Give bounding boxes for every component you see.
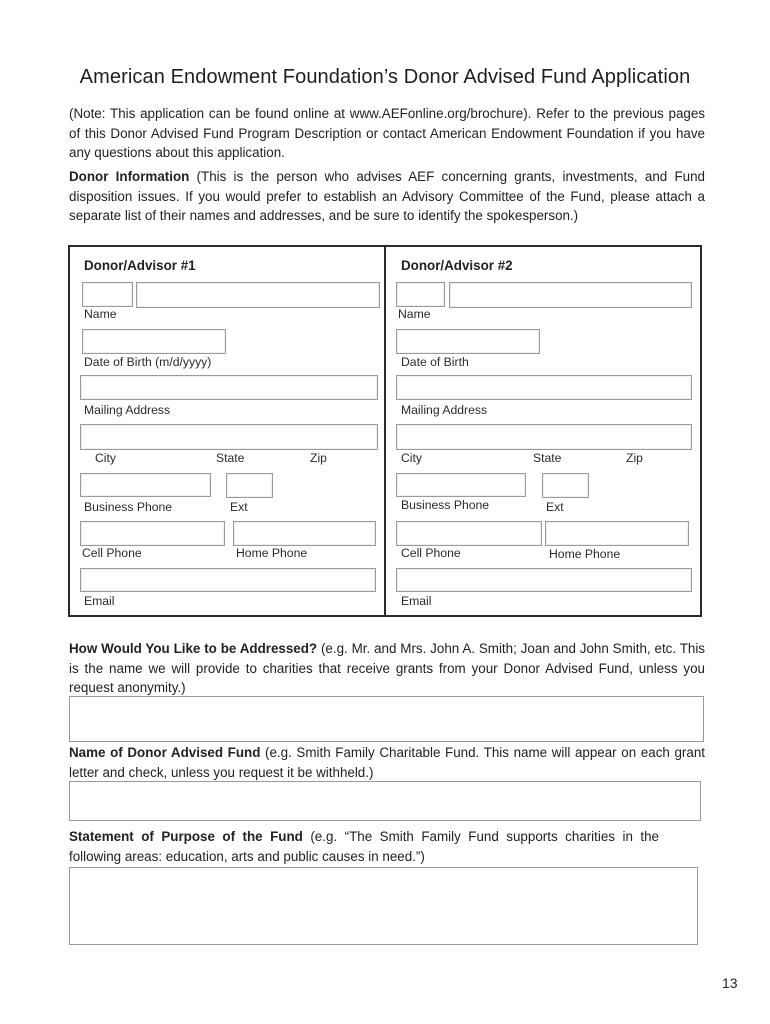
fund-name-paragraph	[69, 743, 705, 782]
advisor1-dob-input[interactable]	[82, 329, 226, 354]
advisor2-address-input[interactable]	[396, 375, 692, 400]
donor-info-heading: Donor Information	[69, 169, 190, 184]
advisor2-dob-label: Date of Birth	[401, 355, 469, 369]
advisor1-ext-input[interactable]	[226, 473, 273, 498]
advisor2-name-label: Name	[398, 307, 431, 321]
advisor1-email-label: Email	[84, 594, 115, 608]
advisor2-city-label: City	[401, 451, 422, 465]
advisor2-ext-label: Ext	[546, 500, 564, 514]
advisor2-business-phone-label: Business Phone	[401, 498, 490, 512]
advisor1-cell-phone-label: Cell Phone	[82, 546, 142, 560]
advisor1-state-label: State	[216, 451, 245, 465]
advisor1-city-label: City	[95, 451, 116, 465]
advisor2-ext-input[interactable]	[542, 473, 589, 498]
purpose-paragraph	[69, 827, 659, 866]
advisor1-address-label: Mailing Address	[84, 403, 171, 417]
advisor1-zip-label: Zip	[310, 451, 327, 465]
note-paragraph: (Note: This application can be found online at www.AEFonline.org/brochure). Refer to the previous pages of this Donor Advised Fund Program Description or contact American Endowment Foundation if you have any questions about this application.	[69, 106, 705, 160]
purpose-input[interactable]	[69, 867, 698, 945]
advisor2-email-input[interactable]	[396, 568, 692, 592]
advisor1-name-input[interactable]	[136, 282, 380, 308]
donor-info-text: (This is the person who advises AEF concerning grants, investments, and Fund disposition issues. If you would prefer to establish an Advisory Committee of the Fund, please attach a separate list of their names and addresses, and be sure to identify the spokesperson.)	[69, 169, 705, 223]
advisor1-heading: Donor/Advisor #1	[84, 258, 196, 273]
advisor1-business-phone-label: Business Phone	[84, 500, 173, 514]
advisor2-home-phone-label: Home Phone	[549, 547, 621, 561]
fund-name-input[interactable]	[69, 781, 701, 821]
advisor2-email-label: Email	[401, 594, 432, 608]
advisor2-dob-input[interactable]	[396, 329, 540, 354]
advisor2-city-state-zip-input[interactable]	[396, 424, 692, 450]
advisor2-heading: Donor/Advisor #2	[401, 258, 513, 273]
purpose-heading: Statement of Purpose of the Fund	[69, 829, 303, 844]
advisor1-address-input[interactable]	[80, 375, 378, 400]
fund-name-text: (e.g. Smith Family Charitable Fund. This name will appear on each grant letter and check, unless you request it be withheld.)	[69, 745, 705, 780]
advisor1-cell-phone-input[interactable]	[80, 521, 225, 546]
page-number: 13	[722, 975, 738, 991]
advisor2-address-label: Mailing Address	[401, 403, 488, 417]
advisor1-business-phone-input[interactable]	[80, 473, 211, 497]
addressed-heading: How Would You Like to be Addressed?	[69, 641, 318, 656]
donor-info-paragraph	[69, 167, 705, 226]
advisor2-business-phone-input[interactable]	[396, 473, 526, 497]
addressed-input[interactable]	[69, 696, 704, 742]
advisor1-home-phone-input[interactable]	[233, 521, 376, 546]
addressed-text: (e.g. Mr. and Mrs. John A. Smith; Joan and John Smith, etc. This is the name we will provide to charities that receive grants from your Donor Advised Fund, unless you request anonymity.)	[69, 641, 705, 695]
advisor2-title-input[interactable]	[396, 282, 445, 307]
advisor1-ext-label: Ext	[230, 500, 248, 514]
advisor1-home-phone-label: Home Phone	[236, 546, 308, 560]
advisor2-zip-label: Zip	[626, 451, 643, 465]
advisor1-email-input[interactable]	[80, 568, 376, 592]
advisor1-name-label: Name	[84, 307, 117, 321]
advisor2-state-label: State	[533, 451, 562, 465]
advisor2-home-phone-input[interactable]	[545, 521, 689, 546]
advisor2-cell-phone-input[interactable]	[396, 521, 542, 546]
advisor2-cell-phone-label: Cell Phone	[401, 546, 461, 560]
fund-name-heading: Name of Donor Advised Fund	[69, 745, 261, 760]
page-title: American Endowment Foundation’s Donor Advised Fund Application	[79, 66, 691, 88]
column-divider	[384, 245, 386, 617]
purpose-text: (e.g. “The Smith Family Fund supports charities in the following areas: education, arts and public causes in need.”)	[69, 829, 659, 864]
advisor1-title-input[interactable]	[82, 282, 133, 307]
addressed-paragraph	[69, 639, 705, 698]
advisor1-city-state-zip-input[interactable]	[80, 424, 378, 450]
advisor1-dob-label: Date of Birth (m/d/yyyy)	[84, 355, 212, 369]
advisor2-name-input[interactable]	[449, 282, 692, 308]
